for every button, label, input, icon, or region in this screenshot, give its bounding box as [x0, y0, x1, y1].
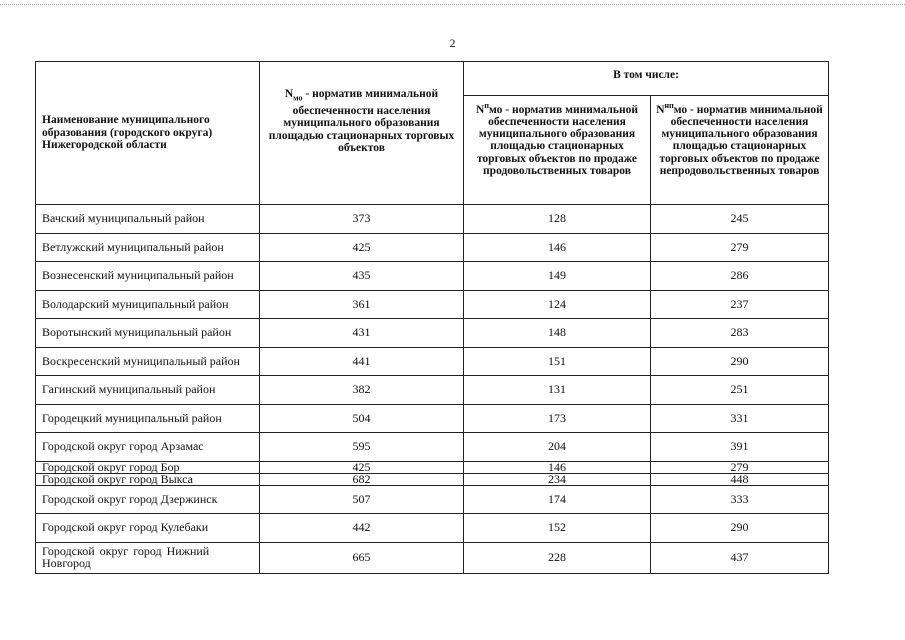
row-name: Воскресенский муниципальный район: [36, 347, 260, 376]
header-food-norm-text: мо - норматив минимальной обеспеченности населения муниципального образования площадью стационарных торговых объектов по продаже продовольственных товаров: [476, 103, 638, 177]
row-food: 146: [464, 233, 651, 262]
header-municipality-name: Наименование муниципального образования (городского округа) Нижегородской области: [36, 62, 260, 205]
row-total: 425: [260, 461, 464, 473]
row-food: 124: [464, 290, 651, 319]
row-food: 151: [464, 347, 651, 376]
row-total: 425: [260, 233, 464, 262]
row-food: 149: [464, 262, 651, 291]
row-food: 204: [464, 433, 651, 462]
table-row: [36, 404, 829, 433]
header-total-norm-text: - норматив минимальной обеспеченности населения муниципального образования площадью стационарных торговых объектов: [268, 88, 455, 155]
row-food: 146: [464, 461, 651, 473]
row-total: 504: [260, 404, 464, 433]
header-food-norm-symbol: N: [476, 103, 485, 116]
row-food: 228: [464, 542, 651, 573]
row-total: 431: [260, 319, 464, 348]
row-name: Городецкий муниципальный район: [36, 404, 260, 433]
table-row: [36, 233, 829, 262]
row-name: Ветлужский муниципальный район: [36, 233, 260, 262]
row-total: 507: [260, 485, 464, 514]
row-name: Городской округ город Арзамас: [36, 433, 260, 462]
table-row: [36, 485, 829, 514]
row-name: Городской округ город Кулебаки: [36, 514, 260, 543]
table-row: [36, 542, 829, 573]
row-total: 373: [260, 205, 464, 234]
row-nonfood: 279: [651, 461, 829, 473]
header-food-norm-superscript: п: [484, 101, 489, 110]
header-including: В том числе:: [464, 62, 829, 96]
header-nonfood-norm: [651, 96, 829, 205]
row-nonfood: 448: [651, 473, 829, 485]
row-food: 152: [464, 514, 651, 543]
row-name: Городской округ город Бор: [36, 461, 260, 473]
row-nonfood: 237: [651, 290, 829, 319]
page-top-edge: [0, 4, 905, 5]
row-nonfood: 286: [651, 262, 829, 291]
row-food: 174: [464, 485, 651, 514]
row-total: 595: [260, 433, 464, 462]
row-name: Гагинский муниципальный район: [36, 376, 260, 405]
row-total: 665: [260, 542, 464, 573]
header-nonfood-norm-symbol: N: [656, 103, 665, 116]
table-row: [36, 473, 829, 485]
table-row: [36, 262, 829, 291]
row-total: 361: [260, 290, 464, 319]
row-food: 131: [464, 376, 651, 405]
row-total: 382: [260, 376, 464, 405]
row-nonfood: 331: [651, 404, 829, 433]
row-food: 128: [464, 205, 651, 234]
row-nonfood: 290: [651, 347, 829, 376]
row-nonfood: 251: [651, 376, 829, 405]
page-number: 2: [449, 36, 456, 50]
row-name: Городской округ город Дзержинск: [36, 485, 260, 514]
row-total: 442: [260, 514, 464, 543]
row-food: 148: [464, 319, 651, 348]
row-nonfood: 290: [651, 514, 829, 543]
header-total-norm-symbol: N: [284, 88, 294, 100]
row-name: Вознесенский муниципальный район: [36, 262, 260, 291]
row-nonfood: 437: [651, 542, 829, 573]
header-food-norm: [464, 96, 651, 205]
row-name: Городской округ город Нижний Новгород: [36, 542, 260, 573]
header-total-norm: [260, 62, 464, 205]
row-total: 435: [260, 262, 464, 291]
header-total-norm-subscript: мо: [293, 93, 303, 103]
row-nonfood: 283: [651, 319, 829, 348]
row-nonfood: 279: [651, 233, 829, 262]
table-row: [36, 205, 829, 234]
header-nonfood-norm-text: мо - норматив минимальной обеспеченности населения муниципального образования площадью стационарных торговых объектов по продаже непродовольственных товаров: [659, 103, 823, 177]
row-name: Володарский муниципальный район: [36, 290, 260, 319]
row-food: 173: [464, 404, 651, 433]
table-row: [36, 347, 829, 376]
table-row: [36, 290, 829, 319]
header-nonfood-norm-superscript: нп: [664, 101, 674, 110]
table-row: [36, 376, 829, 405]
row-total: 682: [260, 473, 464, 485]
row-nonfood: 245: [651, 205, 829, 234]
table-row: [36, 319, 829, 348]
row-total: 441: [260, 347, 464, 376]
table-row: [36, 433, 829, 462]
table-row: [36, 514, 829, 543]
row-name: Воротынский муниципальный район: [36, 319, 260, 348]
norms-table: [35, 61, 829, 574]
row-nonfood: 391: [651, 433, 829, 462]
row-nonfood: 333: [651, 485, 829, 514]
row-food: 234: [464, 473, 651, 485]
row-name: Городской округ город Выкса: [36, 473, 260, 485]
row-name: Вачский муниципальный район: [36, 205, 260, 234]
